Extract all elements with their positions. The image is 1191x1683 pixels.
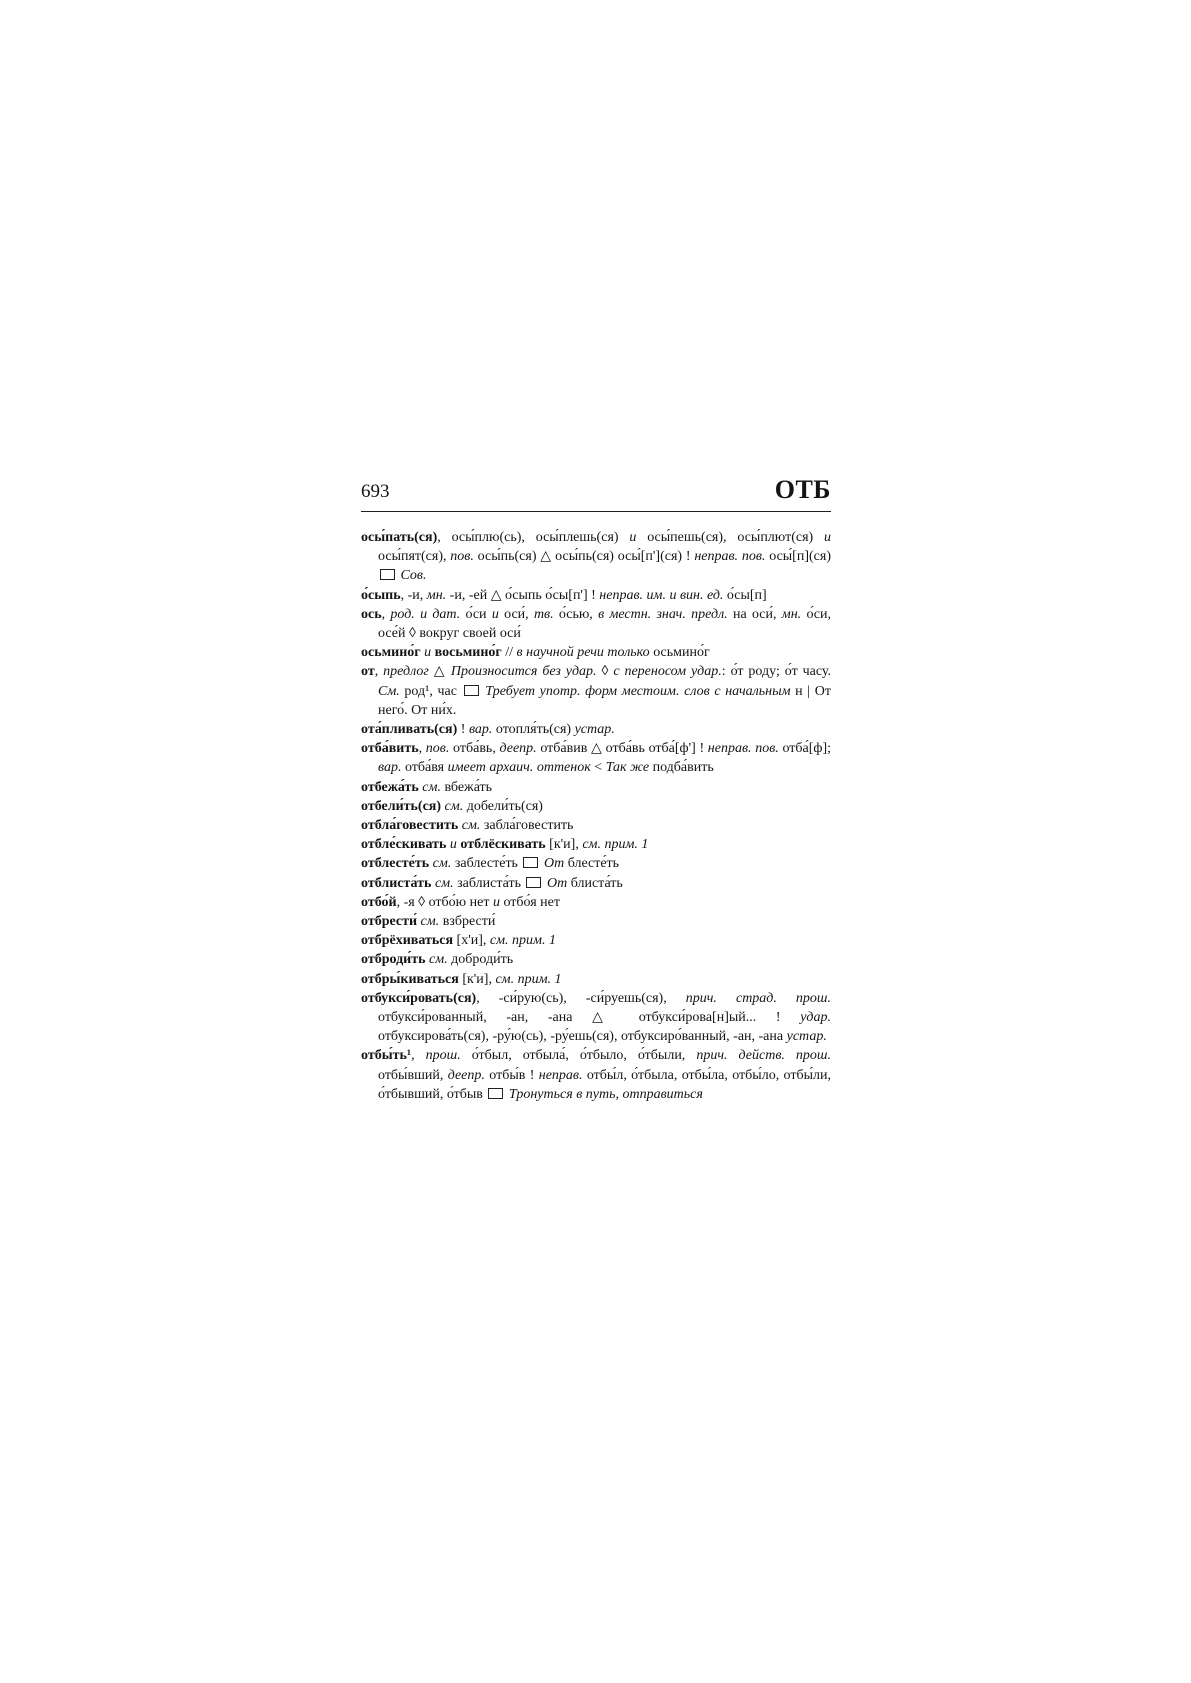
grammar-label: в научной речи только	[516, 645, 650, 661]
grammar-label: прош.	[425, 1048, 461, 1064]
entry-text: , -и,	[400, 587, 427, 603]
grammar-label: прич. страд. прош.	[685, 990, 831, 1006]
entry-text: блесте́ть	[564, 856, 620, 872]
entry-text: отбуксирова́ть(ся), -ру́ю(сь), -ру́ешь(ся), отбуксиро́ванный, -ан, -ана	[378, 1029, 787, 1045]
entry-text: осы́[п](ся)	[765, 549, 831, 565]
entry-text: оси́,	[498, 606, 534, 622]
grammar-label: имеет архаич. оттенок	[447, 760, 591, 776]
headword: ось	[361, 606, 382, 622]
dictionary-entry	[361, 970, 831, 989]
grammar-label: Сов.	[400, 568, 427, 584]
dictionary-entry	[361, 528, 831, 586]
headword: отбы́ть¹	[361, 1048, 412, 1064]
entry-text: отба́вя	[401, 760, 448, 776]
grammar-label: См.	[378, 683, 400, 699]
grammar-label: и	[491, 606, 499, 622]
grammar-label: мн.	[781, 606, 802, 622]
entry-text: , осы́плю(сь), осы́плешь(ся)	[437, 530, 630, 545]
entry-text: род¹, час	[399, 683, 462, 699]
entry-text: заблиста́ть	[453, 875, 525, 891]
entry-text: на оси́,	[727, 606, 782, 622]
entry-text: [к'и],	[458, 971, 496, 987]
headword: отбрёхиваться	[361, 933, 454, 949]
headword: отбукси́ровать(ся)	[361, 990, 477, 1006]
grammar-label: неправ. им. и вин. ед.	[599, 587, 724, 603]
grammar-label: мн.	[426, 587, 447, 603]
headword: о́сыпь	[361, 587, 401, 603]
entry-text: доброди́ть	[447, 952, 514, 968]
grammar-label: вар.	[468, 722, 493, 738]
dictionary-entry	[361, 778, 831, 797]
grammar-label: предлог	[383, 664, 429, 680]
grammar-label: см.	[420, 914, 440, 930]
grammar-label: Требует употр. форм местоим. слов с начальным	[485, 683, 791, 699]
grammar-label: прич. действ. прош.	[696, 1048, 832, 1064]
entry-text: ,	[411, 1048, 426, 1064]
headword: отбели́ть(ся)	[361, 798, 442, 814]
entry-text: <	[590, 760, 606, 776]
entry-text: о́си	[460, 606, 492, 622]
entry-text: осы́пь(ся) △ осы́пь(ся) осы́[п'](ся) !	[473, 549, 695, 565]
grammar-label: пов.	[450, 549, 474, 565]
grammar-label: и	[449, 837, 457, 853]
headword: осьмино́г	[361, 645, 421, 661]
entry-text: отопля́ть(ся)	[492, 722, 575, 738]
entry-text: осы́пешь(ся), осы́плют(ся)	[636, 530, 824, 545]
grammar-label: и	[424, 645, 432, 661]
grammar-label: вар.	[378, 760, 402, 776]
dictionary-entry	[361, 816, 831, 835]
entry-text: отба́вь,	[449, 741, 500, 757]
entry-text: ,	[374, 664, 384, 680]
entry-text: блиста́ть	[567, 875, 623, 891]
headword: отброди́ть	[361, 952, 426, 968]
grammar-label: см. прим. 1	[489, 933, 556, 949]
dictionary-entry	[361, 912, 831, 931]
dictionary-entry	[361, 797, 831, 816]
grammar-label: см.	[444, 798, 464, 814]
grammar-label: неправ.	[538, 1067, 583, 1083]
entry-text: [х'и],	[453, 933, 490, 949]
page-number: 693	[361, 481, 390, 502]
dictionary-entry	[361, 605, 831, 643]
headword: восьмино́г	[434, 645, 502, 661]
grammar-label: устар.	[786, 1029, 827, 1045]
entry-text: подба́вить	[649, 760, 714, 776]
entry-text: отбы́л, о́тбыла, отбы́ла, отбы́ло, отбы́ли, о́тбывший, о́тбыв	[378, 1067, 831, 1102]
headword: отбле́скивать	[361, 837, 447, 853]
grammar-label: Тронуться в путь, отправиться	[508, 1086, 703, 1102]
dictionary-entry	[361, 874, 831, 893]
dictionary-entry	[361, 989, 831, 1047]
grammar-label: удар.	[800, 1010, 831, 1026]
entry-text: осьмино́г	[649, 645, 710, 661]
headword: отблесте́ть	[361, 856, 430, 872]
note-box-icon	[380, 569, 395, 580]
entry-text: добели́ть(ся)	[463, 798, 543, 814]
dictionary-entry	[361, 643, 831, 662]
headword: от	[361, 664, 375, 680]
grammar-label: пов.	[425, 741, 450, 757]
grammar-label: неправ. пов.	[694, 549, 766, 565]
entry-text: ,	[418, 741, 426, 757]
grammar-label: см.	[422, 779, 441, 795]
grammar-label: деепр.	[447, 1067, 485, 1083]
entry-list	[361, 528, 831, 1104]
entry-text: отба́вив △ отба́вь отба́[ф'] !	[536, 741, 708, 757]
dictionary-entry	[361, 950, 831, 969]
headword: отбла́говестить	[361, 818, 459, 834]
note-box-icon	[526, 877, 541, 888]
grammar-label: тв.	[533, 606, 554, 622]
note-box-icon	[488, 1088, 503, 1099]
grammar-label: см. прим. 1	[495, 971, 562, 987]
grammar-label: От	[543, 856, 565, 872]
dictionary-entry	[361, 662, 831, 720]
grammar-label: и	[492, 894, 500, 910]
entry-text: ,	[381, 606, 391, 622]
entry-text: отба́[ф];	[778, 741, 832, 757]
entry-text: забла́говестить	[480, 818, 574, 834]
grammar-label: Так же	[605, 760, 650, 776]
dictionary-entry	[361, 854, 831, 873]
grammar-label: и	[824, 530, 831, 545]
grammar-label: см.	[434, 875, 454, 891]
headword: отбежа́ть	[361, 779, 419, 795]
entry-text: н | От него́. От ни́х.	[378, 683, 831, 718]
grammar-label: Произносится без удар.	[450, 664, 597, 680]
headword: отбры́киваться	[361, 971, 459, 987]
dictionary-page	[361, 475, 831, 1104]
dictionary-entry	[361, 586, 831, 605]
entry-text: отбы́вший,	[378, 1067, 448, 1083]
entry-text: о́тбыл, отбыла́, о́тбыло, о́тбыли,	[460, 1048, 697, 1064]
running-head: ОТБ	[774, 475, 831, 504]
grammar-label: неправ. пов.	[707, 741, 779, 757]
entry-text: о́сы[п]	[723, 587, 767, 603]
dictionary-entry	[361, 1046, 831, 1104]
entry-text: вбежа́ть	[440, 779, 493, 795]
entry-text: : о́т роду; о́т часу.	[721, 664, 832, 680]
entry-text: взбрести́	[439, 914, 496, 930]
grammar-label: род. и дат.	[390, 606, 461, 622]
entry-text: , -си́рую(сь), -си́руешь(ся),	[476, 990, 686, 1006]
dictionary-entry	[361, 739, 831, 777]
entry-text: //	[501, 645, 517, 661]
entry-text: осы́пят(ся),	[378, 549, 451, 565]
headword: отблёскивать	[460, 837, 546, 853]
entry-text: заблесте́ть	[451, 856, 522, 872]
grammar-label: см.	[432, 856, 452, 872]
dictionary-entry	[361, 893, 831, 912]
note-box-icon	[523, 857, 538, 868]
entry-text: !	[457, 722, 469, 738]
entry-text: о́сью,	[553, 606, 599, 622]
grammar-label: деепр.	[499, 741, 537, 757]
grammar-label: в местн. знач. предл.	[598, 606, 728, 622]
entry-text: отбо́я нет	[499, 894, 560, 910]
grammar-label: см.	[429, 952, 448, 968]
entry-text: , -я ◊ отбо́ю нет	[396, 894, 493, 910]
dictionary-entry	[361, 720, 831, 739]
grammar-label: От	[546, 875, 568, 891]
note-box-icon	[464, 685, 479, 696]
headword: отбо́й	[361, 894, 397, 910]
grammar-label: с переносом удар.	[613, 664, 722, 680]
grammar-label: см.	[461, 818, 481, 834]
entry-text: ◊	[596, 664, 614, 680]
page-header	[361, 475, 831, 512]
headword: отбрести́	[361, 914, 418, 930]
entry-text: отбы́в !	[484, 1067, 539, 1083]
headword: ота́пливать(ся)	[361, 722, 458, 738]
headword: отблиста́ть	[361, 875, 432, 891]
entry-text: [к'и],	[545, 837, 583, 853]
dictionary-entry	[361, 835, 831, 854]
entry-text: △	[428, 664, 451, 680]
dictionary-entry	[361, 931, 831, 950]
headword: осы́пать(ся)	[361, 530, 438, 545]
entry-text: -и, -ей △ о́сыпь о́сы[п'] !	[446, 587, 600, 603]
grammar-label: устар.	[574, 722, 615, 738]
entry-text: отбукси́рованный, -ан, -ана △ отбукси́рова[н]ый... !	[378, 1010, 801, 1026]
entry-text: о́си, осе́й ◊ вокруг своей оси́	[378, 606, 832, 642]
grammar-label: см. прим. 1	[582, 837, 649, 853]
grammar-label: и	[629, 530, 637, 545]
headword: отба́вить	[361, 741, 419, 757]
